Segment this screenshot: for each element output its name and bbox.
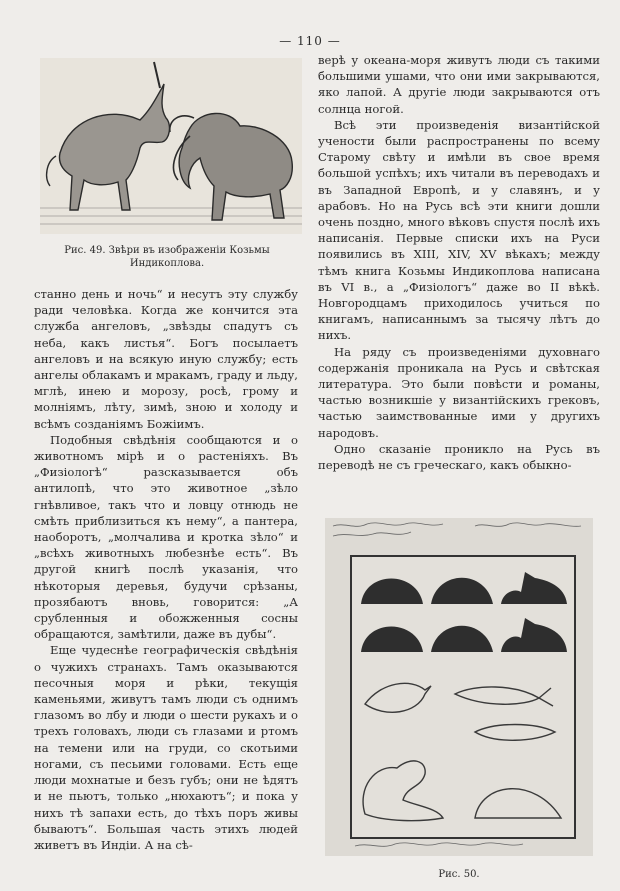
figure-50-manuscript-illustration xyxy=(325,518,593,856)
left-paragraph-2: Подобныя свѣдѣнія сообщаются и о животномъ мірѣ и о растеніяхъ. Въ „Физіологѣ“ разсказывается объ антилопѣ, что это животное „зѣло гнѣвливое, такъ что и ловцу отнюдь не смѣть приблизиться къ нему“, а пантера, наоборотъ, „молчалива и кротка зѣло“ и „всѣхъ животныхъ любезнѣе есть“. Въ другой книгѣ послѣ указанія, что нѣкоторыя деревья, будучи срѣзаны, прозябаютъ вновь, говорится: „А срубленныя и обожженныя сосны обращаются, замѣтили, даже въ дубы“. xyxy=(34,432,298,642)
figure-50-caption: Рис. 50. xyxy=(438,869,480,880)
left-paragraph-3: Еще чудеснѣе географическія свѣдѣнія о чужихъ странахъ. Тамъ оказываются песочныя моря и рѣки, текущія каменьями, живутъ тамъ люди съ однимъ глазомъ во лбу и люди о шести рукахъ и о трехъ головахъ, люди съ глазами и ртомъ на темени или на груди, со скотьими ногами, съ песьими головами. Есть еще люди мохнатые и безъ губъ; они не ѣдятъ и не пьютъ, только „нюхаютъ“; и пока у нихъ тѣ запахи есть, до тѣхъ поръ живы бываютъ“. Большая часть этихъ людей живетъ въ Индіи. А на сѣ- xyxy=(34,643,298,852)
right-paragraph-2: Всѣ эти произведенія византійской учености были распространены по всему Старому свѣту и имѣли въ свое время большой успѣхъ; ихъ читали въ переводахъ и въ Западной Европѣ, и у славянъ, и у арабовъ. Но на Русь всѣ эти книги дошли очень поздно, много вѣковъ спустя послѣ ихъ написанія. Первые списки ихъ на Руси появились въ XIII, XIV, XV вѣкахъ; между тѣмъ книга Козьмы Индикоплова написана въ VI в., а „Физіологъ“ даже во II вѣкѣ. Новгородцамъ приходилось учиться по книгамъ, написаннымъ за тысячу лѣтъ до нихъ. xyxy=(318,117,600,343)
right-paragraph-4: Одно сказаніе проникло на Русь въ переводѣ не съ греческаго, какъ обыкно- xyxy=(318,441,600,473)
left-paragraph-1: станно день и ночь“ и несутъ эту службу ради человѣка. Когда же кончится эта служба ангеловъ, „звѣзды спадутъ съ неба, какъ листья“. Богъ посылаетъ ангеловъ и на всякую иную службу; есть ангелы облакамъ и мракамъ, граду и льду, мглѣ, инею и морозу, росѣ, грому и молніямъ, лѣту, зимѣ, зною и холоду и всѣмъ созданіямъ Божіимъ. xyxy=(34,287,298,431)
page-number: — 110 — xyxy=(279,34,341,48)
right-paragraph-3: На ряду съ произведеніями духовнаго содержанія проникала на Русь и свѣтская литература. Это были повѣсти и романы, частью возникшіе у византійскихъ грековъ, частью заимствованные ими у другихъ народовъ. xyxy=(318,344,600,440)
right-paragraph-1: верѣ у океана-моря живутъ люди съ такими большими ушами, что они ими закрываются, яко лапой. А другіе люди закрываются отъ солнца ногой. xyxy=(318,53,600,116)
left-text-column xyxy=(34,286,298,853)
figure-49-caption: Рис. 49. Звѣри въ изображеніи Козьмы Индикоплова. xyxy=(64,245,270,269)
figure-49-beasts-illustration xyxy=(40,58,302,234)
right-text-column xyxy=(318,52,600,473)
